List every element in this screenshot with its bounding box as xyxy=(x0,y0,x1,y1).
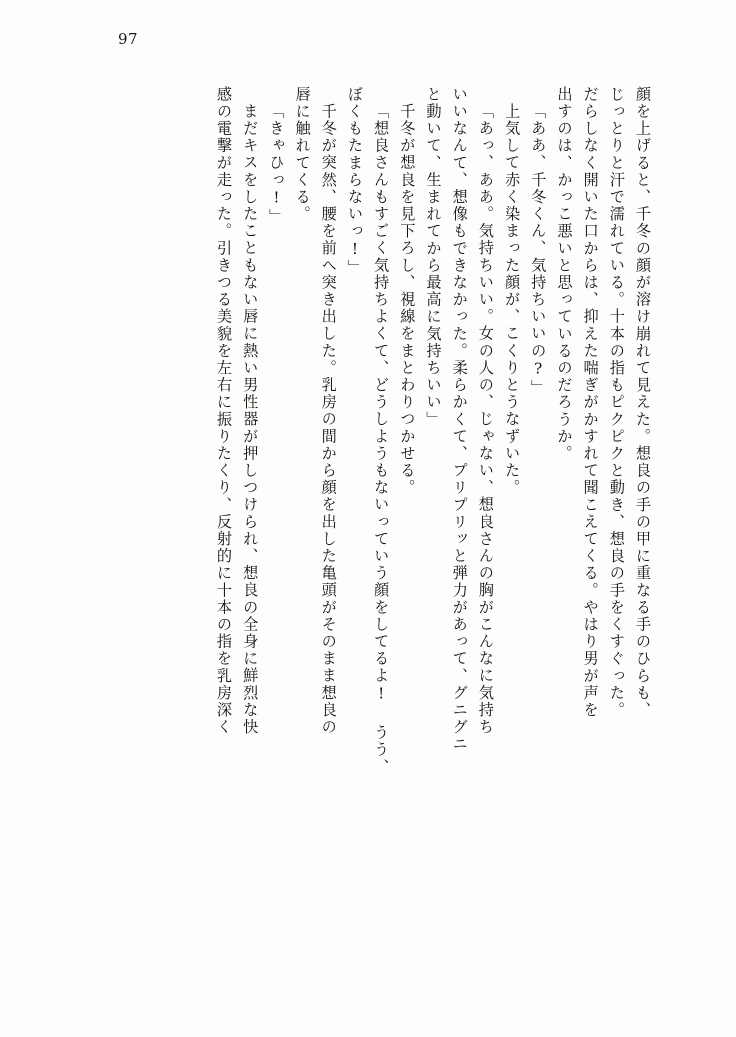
text-column: 感の電撃が走った。引きつる美貌を左右に振りたくり、反射的に十本の指を乳房深く xyxy=(215,86,233,736)
vertical-text-block xyxy=(96,86,650,966)
text-column: だらしなく開いた口からは、抑えた喘ぎがかすれて聞こえてくる。やはり男が声を xyxy=(581,86,600,719)
text-column: ぼくもたまらないっ!」 xyxy=(345,86,364,277)
text-column: 千冬が突然、腰を前へ突き出した。乳房の間から顔を出した亀頭がそのまま想良の xyxy=(319,103,338,736)
page-number: 97 xyxy=(118,30,139,48)
text-column: いいなんて、想像もできなかった。柔らかくて、プリプリッと弾力があって、グニグニ xyxy=(450,86,469,753)
text-column: 「きゃひっ!」 xyxy=(267,103,286,226)
text-column: まだキスをしたこともない唇に熱い男性器が押しつけられ、想良の全身に鮮烈な快 xyxy=(241,103,260,736)
text-column: 「想良さんもすごく気持ちよくて、どうしようもないっていう顔をしてるよ! うう、 xyxy=(372,103,391,776)
text-column: 顔を上げると、千冬の顔が溶け崩れて見えた。想良の手の甲に重なる手のひらも、 xyxy=(634,86,652,719)
text-column: 「ああ、千冬くん、気持ちいいの?」 xyxy=(529,103,548,397)
text-column: 千冬が想良を見下ろし、視線をまとわりつかせる。 xyxy=(398,103,417,497)
text-column: と動いて、生まれてから最高に気持ちいい」 xyxy=(424,86,443,428)
text-column: 唇に触れてくる。 xyxy=(293,86,312,223)
text-column: 上気して赤く染まった顔が、こくりとうなずいた。 xyxy=(503,103,522,497)
text-column: じっとりと汗で濡れている。十本の指もピクピクと動き、想良の手をくすぐった。 xyxy=(607,86,626,719)
text-column: 出すのは、かっこ悪いと思っているのだろうか。 xyxy=(555,86,574,463)
text-column: 「あっ、ああ。気持ちいい。女の人の、じゃない、想良さんの胸がこんなに気持ち xyxy=(476,103,495,736)
